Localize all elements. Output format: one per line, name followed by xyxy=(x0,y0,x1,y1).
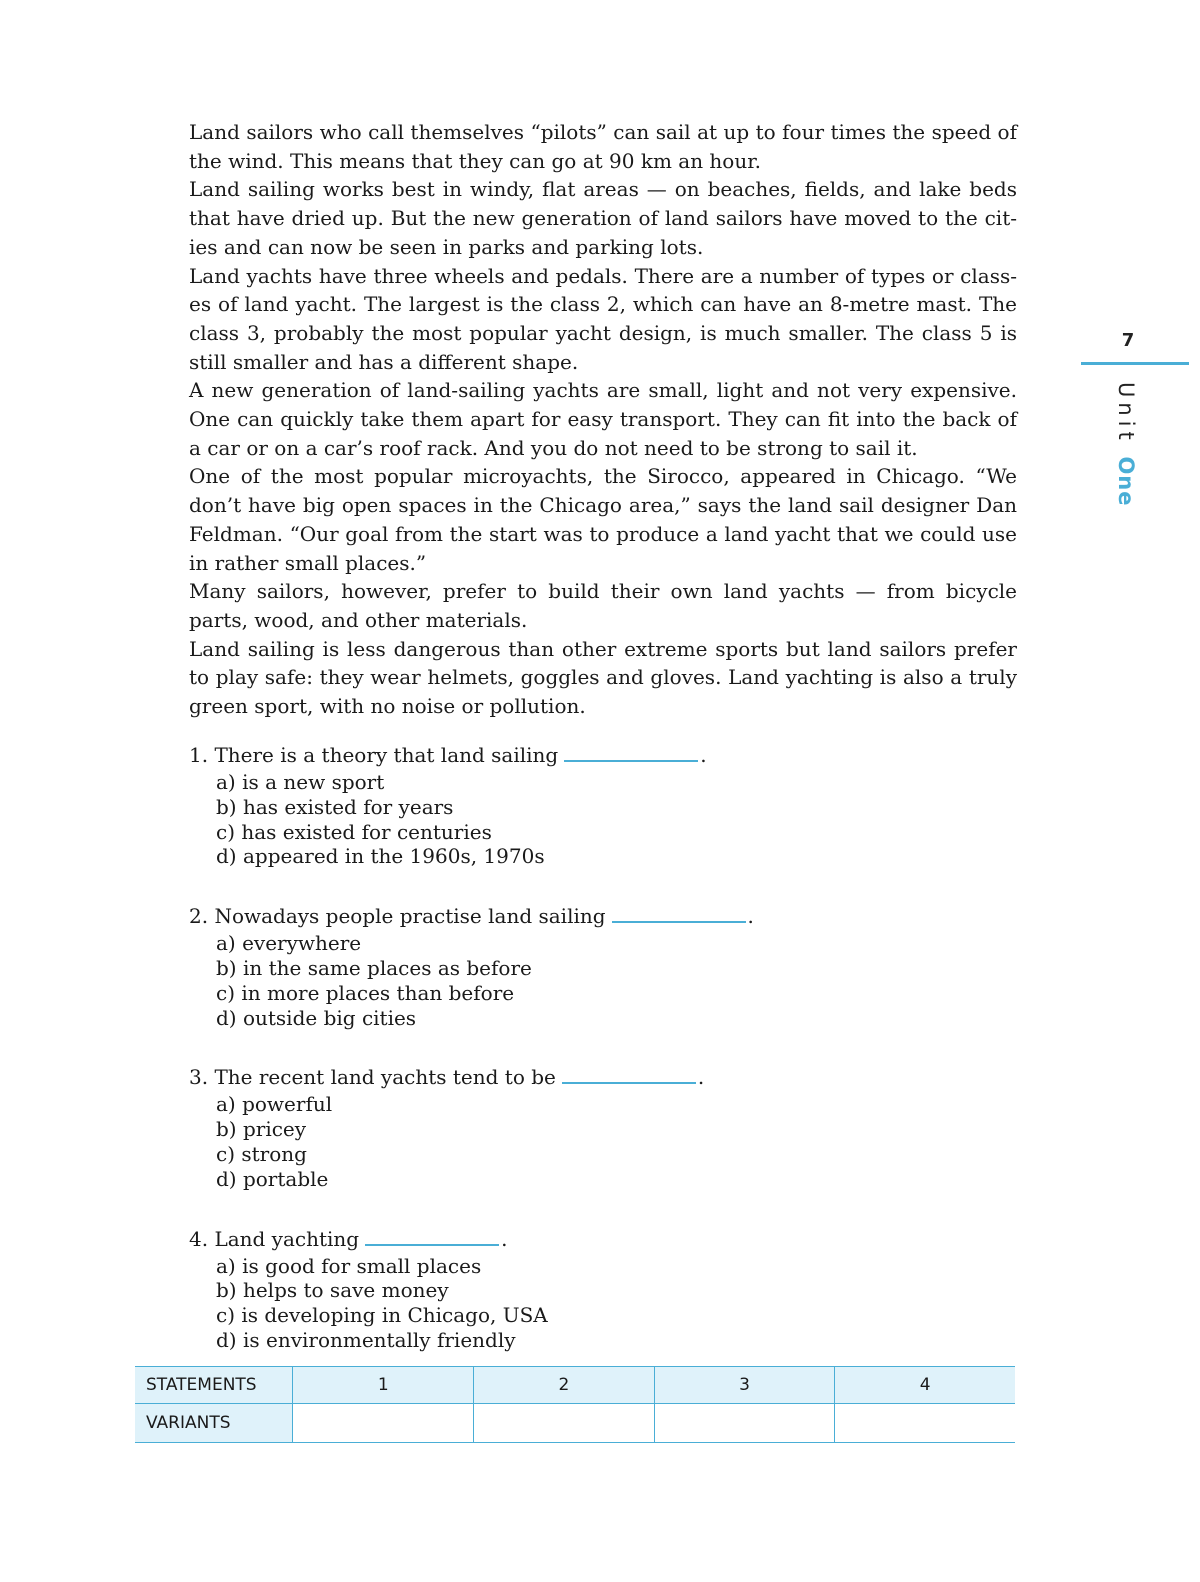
unit-name: One xyxy=(1114,456,1138,507)
paragraph: Land sailors who call themselves “pilots” can sail at up to four times the speed of the wind. This means that they can go at 90 km an hour. xyxy=(189,120,1017,173)
option-d[interactable]: d) appeared in the 1960s, 1970s xyxy=(216,844,545,869)
variant-answer-cell[interactable] xyxy=(835,1404,1015,1443)
option-b[interactable]: b) pricey xyxy=(216,1117,307,1142)
statements-label: STATEMENTS xyxy=(135,1367,293,1404)
page-number: 7 xyxy=(1121,330,1135,351)
paragraph: Many sailors, however, prefer to build their own land yachts — from bicycle parts, wood, and other materials. xyxy=(189,579,1017,632)
question-stem: 1. There is a theory that land sailing . xyxy=(189,743,707,767)
question-stem: 2. Nowadays people practise land sailing . xyxy=(189,904,754,929)
variant-answer-cell[interactable] xyxy=(293,1404,474,1443)
statement-number: 3 xyxy=(654,1367,835,1404)
option-c[interactable]: c) is developing in Chicago, USA xyxy=(216,1303,548,1328)
option-list xyxy=(216,1254,1017,1353)
option-b[interactable]: b) helps to save money xyxy=(216,1278,449,1303)
variants-label: VARIANTS xyxy=(135,1404,293,1443)
option-d[interactable]: d) portable xyxy=(216,1166,329,1191)
option-b[interactable]: b) has existed for years xyxy=(216,794,454,819)
side-divider xyxy=(1081,362,1189,365)
question-text: 4. Land yachting xyxy=(189,1226,360,1251)
answer-blank[interactable] xyxy=(612,920,746,923)
statement-number: 1 xyxy=(293,1367,474,1404)
answer-table xyxy=(135,1366,1015,1443)
option-list xyxy=(216,770,1017,869)
paragraph: One of the most popular microyachts, the Sirocco, appeared in Chicago. “We don’t have big open spaces in the Chicago area,” says the land sail designer Dan Feldman. “Our goal from the start was to produce a land yacht that we could use in rather small places.” xyxy=(189,464,1017,575)
option-d[interactable]: d) outside big cities xyxy=(216,1005,417,1030)
question-text: 2. Nowadays people practise land sailing xyxy=(189,904,606,929)
paragraph: Land sailing is less dangerous than other extreme sports but land sailors prefer to play safe: they wear helmets, goggles and gloves. Land yachting is also a truly green sport, with no noise or pollution. xyxy=(189,636,1017,719)
answer-blank[interactable] xyxy=(564,759,698,762)
question-1 xyxy=(189,740,1017,869)
question-text: 1. There is a theory that land sailing xyxy=(189,743,559,767)
option-c[interactable]: c) has existed for centuries xyxy=(216,819,492,844)
question-stem: 3. The recent land yachts tend to be . xyxy=(189,1065,705,1090)
question-stem: 4. Land yachting . xyxy=(189,1226,508,1251)
question-2 xyxy=(189,901,1017,1030)
option-c[interactable]: c) strong xyxy=(216,1141,307,1166)
option-d[interactable]: d) is environmentally friendly xyxy=(216,1327,516,1352)
variant-answer-cell[interactable] xyxy=(654,1404,835,1443)
paragraph: Land yachts have three wheels and pedals. There are a number of types or classes of land yacht. The largest is the class 2, which can have an 8-metre mast. The class 3, probably the most popular yacht design, is much smaller. The class 5 is still smaller and has a different shape. xyxy=(189,263,1017,374)
reading-text xyxy=(189,118,1017,721)
option-a[interactable]: a) powerful xyxy=(216,1092,333,1117)
paragraph: A new generation of land-sailing yachts are small, light and not very expensive. One can quickly take them apart for easy transport. They can fit into the back of a car or on a car’s roof rack. And you do not need to be strong to sail it. xyxy=(189,378,1017,460)
option-list xyxy=(216,1092,1017,1191)
variant-answer-cell[interactable] xyxy=(474,1404,655,1443)
question-text: 3. The recent land yachts tend to be xyxy=(189,1065,556,1090)
variants-row xyxy=(135,1404,1015,1443)
answer-blank[interactable] xyxy=(365,1243,499,1246)
option-a[interactable]: a) is good for small places xyxy=(216,1253,482,1278)
statement-number: 2 xyxy=(474,1367,655,1404)
question-3 xyxy=(189,1062,1017,1191)
question-4 xyxy=(189,1224,1017,1353)
unit-label xyxy=(1114,382,1138,506)
unit-word: Unit xyxy=(1114,382,1138,445)
statements-row xyxy=(135,1367,1015,1404)
option-a[interactable]: a) everywhere xyxy=(216,931,362,956)
option-c[interactable]: c) in more places than before xyxy=(216,980,515,1005)
paragraph: Land sailing works best in windy, flat areas — on beaches, fields, and lake beds that have dried up. But the new generation of land sailors have moved to the cities and can now be seen in parks and parking lots. xyxy=(189,177,1017,259)
option-b[interactable]: b) in the same places as before xyxy=(216,955,532,980)
option-a[interactable]: a) is a new sport xyxy=(216,770,385,794)
option-list xyxy=(216,931,1017,1030)
statement-number: 4 xyxy=(835,1367,1015,1404)
question-list xyxy=(189,740,1017,1385)
answer-blank[interactable] xyxy=(562,1081,696,1084)
